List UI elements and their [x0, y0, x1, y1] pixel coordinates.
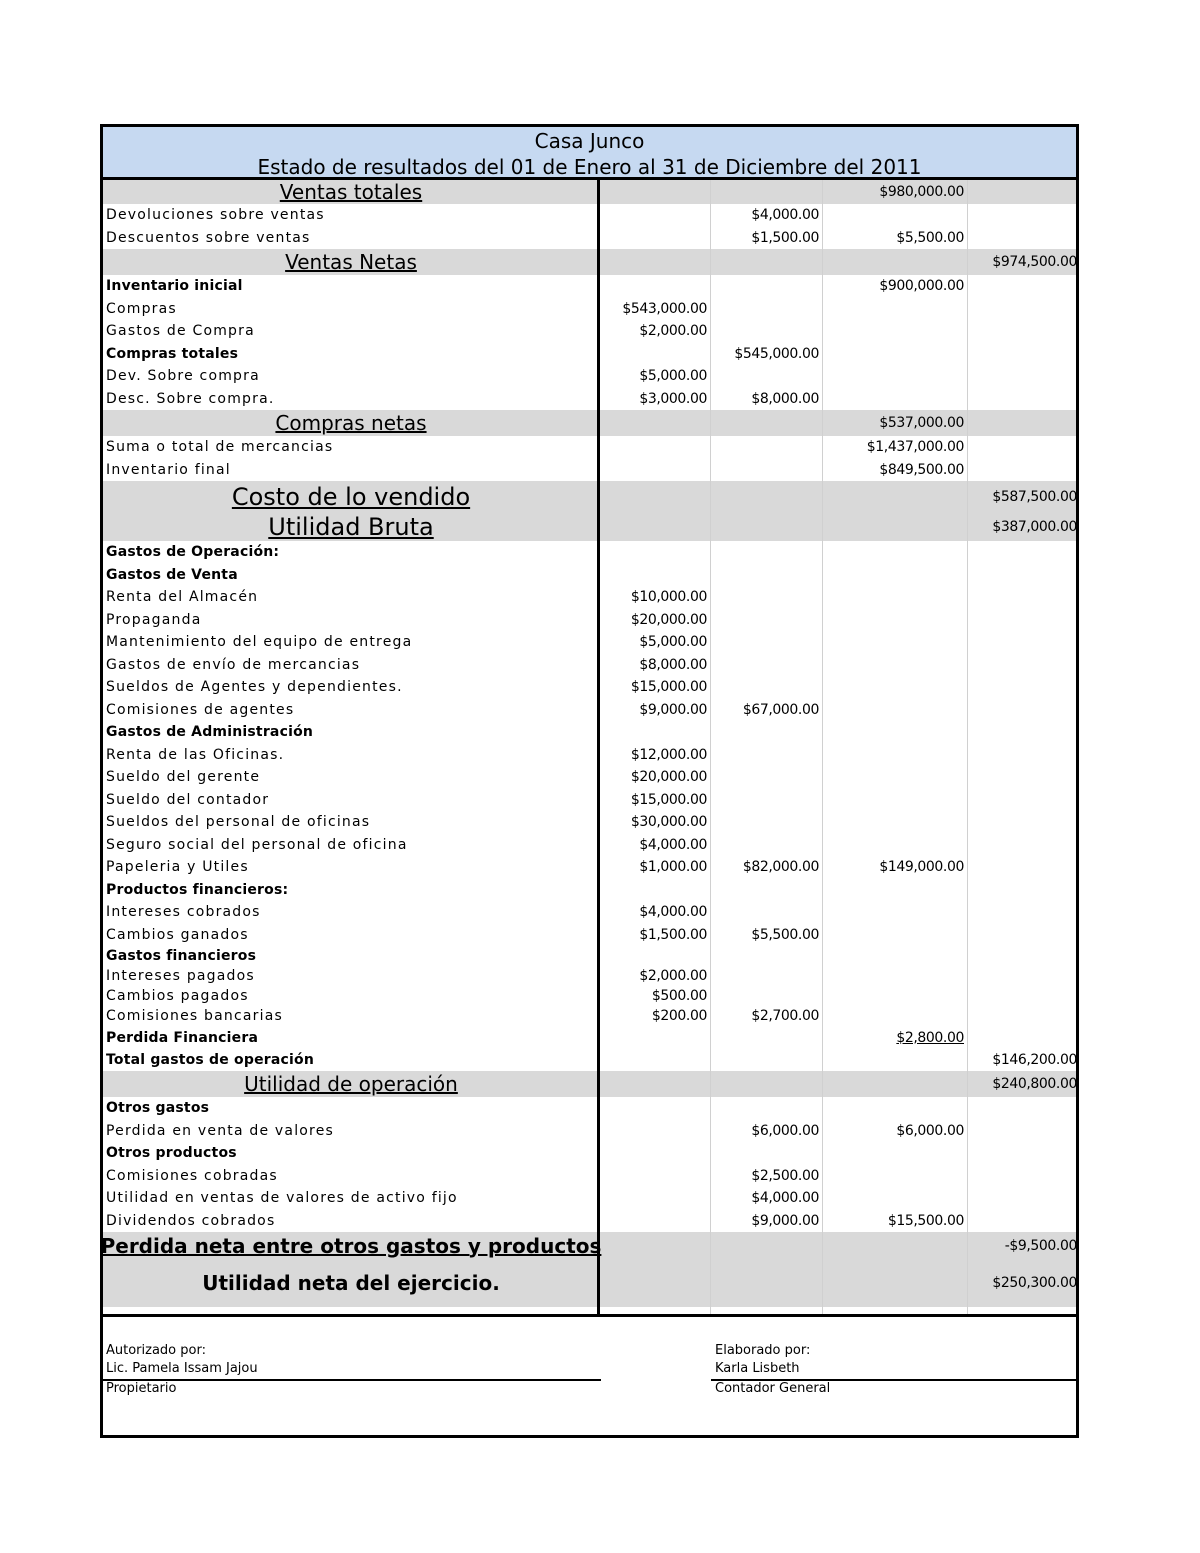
section-title: Ventas totales [279, 180, 423, 204]
amount-c2 [713, 698, 819, 721]
amount-c2 [713, 226, 819, 249]
line-item-label: Intereses cobrados [106, 904, 261, 920]
statement-title: Estado de resultados del 01 de Enero al 31 de Diciembre del 2011 [257, 155, 922, 179]
amount-value: $537,000.00 [879, 415, 964, 431]
line-item-row [103, 436, 1076, 458]
line-item-label: Descuentos sobre ventas [106, 229, 311, 246]
amount-c1 [601, 966, 707, 986]
group-label: Inventario inicial [106, 278, 243, 294]
line-item-label: Gastos de Compra [106, 323, 255, 339]
line-item-row [103, 698, 1076, 721]
amount-c4 [970, 1071, 1077, 1097]
amount-c3 [826, 458, 964, 481]
line-item-label: Cambios pagados [106, 988, 249, 1004]
amount-c1 [601, 608, 707, 631]
group-label: Gastos de Venta [106, 566, 238, 583]
line-item-row [103, 541, 1076, 563]
amount-value: $1,500.00 [751, 229, 819, 246]
statement-body [100, 180, 1077, 1314]
amount-c3 [826, 1119, 964, 1142]
amount-value: $20,000.00 [630, 769, 707, 785]
section-title-row [103, 180, 1076, 204]
amount-c4 [970, 513, 1077, 541]
line-item-row [103, 788, 1076, 811]
prepared-role: Contador General [715, 1381, 831, 1396]
line-item-row [103, 342, 1076, 365]
line-item-label: Perdida en venta de valores [106, 1122, 335, 1139]
amount-c3 [826, 856, 964, 878]
line-item-label: Gastos de envío de mercancias [106, 656, 361, 673]
amount-value: $82,000.00 [742, 859, 819, 875]
line-item-row [103, 1026, 1076, 1049]
amount-c2 [713, 1164, 819, 1187]
line-item-row [103, 320, 1076, 342]
line-item-row [103, 204, 1076, 226]
line-item-label: Propaganda [106, 611, 202, 628]
section-title-row [103, 1259, 1076, 1307]
line-item-label: Dev. Sobre compra [106, 368, 260, 384]
amount-value: $146,200.00 [992, 1052, 1077, 1068]
amount-c3 [826, 410, 964, 436]
amount-value: $8,000.00 [639, 656, 707, 673]
amount-value: $9,000.00 [751, 1212, 819, 1229]
line-item-row [103, 653, 1076, 676]
amount-value: $387,000.00 [992, 519, 1077, 535]
amount-c2 [713, 387, 819, 410]
line-item-row [103, 721, 1076, 743]
line-item-label: Dividendos cobrados [106, 1212, 276, 1229]
section-title: Ventas Netas [285, 250, 417, 274]
amount-c1 [601, 901, 707, 923]
line-item-row [103, 1209, 1076, 1232]
amount-c2 [713, 1119, 819, 1142]
line-item-label: Compras [106, 300, 177, 317]
amount-c1 [601, 833, 707, 856]
line-item-row [103, 856, 1076, 878]
amount-value: $2,500.00 [751, 1167, 819, 1184]
line-item-row [103, 297, 1076, 320]
line-item-label: Cambios ganados [106, 926, 249, 943]
line-item-label: Intereses pagados [106, 968, 255, 984]
amount-c2 [713, 1006, 819, 1026]
amount-c1 [601, 986, 707, 1006]
line-item-row [103, 966, 1076, 986]
amount-c1 [601, 365, 707, 387]
group-label: Compras totales [106, 345, 239, 362]
column-divider [710, 180, 711, 1314]
amount-c3 [826, 275, 964, 297]
line-item-row [103, 226, 1076, 249]
amount-value: $9,000.00 [639, 701, 707, 718]
line-item-row [103, 1097, 1076, 1119]
amount-c1 [601, 387, 707, 410]
amount-c1 [601, 923, 707, 946]
amount-value: $149,000.00 [879, 859, 964, 875]
line-item-row [103, 631, 1076, 653]
amount-c3 [826, 1209, 964, 1232]
amount-c3 [826, 180, 964, 204]
amount-c2 [713, 1209, 819, 1232]
amount-c1 [601, 297, 707, 320]
group-label: Gastos de Administración [106, 724, 314, 740]
line-item-row [103, 878, 1076, 901]
amount-value: $12,000.00 [630, 746, 707, 763]
amount-c4 [970, 249, 1077, 275]
amount-c2 [713, 856, 819, 878]
section-title-row [103, 410, 1076, 436]
amount-value: $10,000.00 [630, 589, 707, 605]
amount-value: $849,500.00 [879, 461, 964, 478]
line-item-row [103, 923, 1076, 946]
line-item-label: Comisiones cobradas [106, 1167, 278, 1184]
line-item-row [103, 1119, 1076, 1142]
amount-value: $5,000.00 [639, 634, 707, 650]
signature-block [103, 1317, 1076, 1435]
line-item-row [103, 676, 1076, 698]
line-item-row [103, 563, 1076, 586]
line-item-row [103, 766, 1076, 788]
column-divider-main [597, 180, 600, 1314]
amount-value: $2,000.00 [639, 968, 707, 984]
amount-c1 [601, 586, 707, 608]
section-title: Costo de lo vendido [231, 483, 471, 511]
amount-value: $15,000.00 [630, 791, 707, 808]
amount-c3 [826, 436, 964, 458]
amount-value: $543,000.00 [622, 300, 707, 317]
line-item-label: Comisiones de agentes [106, 701, 295, 718]
amount-value: $20,000.00 [630, 611, 707, 628]
amount-value: $15,000.00 [630, 679, 707, 695]
line-item-label: Devoluciones sobre ventas [106, 207, 325, 223]
amount-value: $240,800.00 [992, 1076, 1077, 1092]
line-item-row [103, 946, 1076, 966]
line-item-label: Comisiones bancarias [106, 1008, 283, 1024]
line-item-row [103, 901, 1076, 923]
amount-c1 [601, 743, 707, 766]
line-item-row [103, 275, 1076, 297]
column-divider [967, 180, 968, 1314]
line-item-row [103, 743, 1076, 766]
amount-c4 [970, 1049, 1077, 1071]
line-item-row [103, 986, 1076, 1006]
amount-value: $2,800.00 [896, 1029, 964, 1046]
amount-c2 [713, 1187, 819, 1209]
group-label: Otros productos [106, 1145, 237, 1161]
line-item-label: Desc. Sobre compra. [106, 390, 275, 407]
amount-c1 [601, 698, 707, 721]
line-item-label: Mantenimiento del equipo de entrega [106, 634, 413, 650]
amount-c1 [601, 631, 707, 653]
section-title: Utilidad neta del ejercicio. [202, 1271, 500, 1295]
amount-c1 [601, 856, 707, 878]
section-title-row [103, 513, 1076, 541]
section-title: Utilidad Bruta [268, 513, 434, 541]
amount-c3 [826, 226, 964, 249]
line-item-row [103, 1164, 1076, 1187]
section-title-row [103, 249, 1076, 275]
amount-c4 [970, 1232, 1077, 1259]
amount-value: $8,000.00 [751, 390, 819, 407]
amount-c4 [970, 1259, 1077, 1307]
amount-c2 [713, 204, 819, 226]
amount-value: $200.00 [651, 1008, 707, 1024]
amount-value: -$9,500.00 [1004, 1237, 1077, 1254]
amount-c2 [713, 923, 819, 946]
line-item-label: Sueldos del personal de oficinas [106, 814, 371, 830]
amount-value: $1,000.00 [639, 859, 707, 875]
line-item-label: Suma o total de mercancias [106, 439, 334, 455]
line-item-row [103, 365, 1076, 387]
line-item-row [103, 833, 1076, 856]
amount-value: $974,500.00 [992, 254, 1077, 270]
line-item-row [103, 586, 1076, 608]
amount-c1 [601, 320, 707, 342]
amount-c3 [826, 1026, 964, 1049]
amount-value: $2,000.00 [639, 323, 707, 339]
prepared-name: Karla Lisbeth [715, 1361, 800, 1376]
line-item-row [103, 387, 1076, 410]
group-label: Total gastos de operación [106, 1052, 314, 1068]
amount-value: $67,000.00 [742, 701, 819, 718]
line-item-label: Sueldos de Agentes y dependientes. [106, 679, 403, 695]
authorized-signature-line [103, 1379, 601, 1381]
amount-c1 [601, 653, 707, 676]
section-title: Perdida neta entre otros gastos y productos [100, 1233, 602, 1258]
line-item-row [103, 1142, 1076, 1164]
line-item-row [103, 608, 1076, 631]
amount-value: $1,500.00 [639, 926, 707, 943]
amount-c1 [601, 676, 707, 698]
line-item-label: Utilidad en ventas de valores de activo fijo [106, 1190, 458, 1206]
amount-value: $4,000.00 [751, 207, 819, 223]
group-label: Gastos de Operación: [106, 544, 280, 560]
section-title: Utilidad de operación [244, 1072, 458, 1096]
column-divider [822, 180, 823, 1314]
group-label: Otros gastos [106, 1100, 210, 1116]
group-label: Perdida Financiera [106, 1029, 259, 1046]
authorized-role: Propietario [106, 1381, 177, 1396]
amount-value: $545,000.00 [734, 345, 819, 362]
amount-value: $4,000.00 [639, 836, 707, 853]
line-item-label: Sueldo del contador [106, 791, 270, 808]
line-item-label: Seguro social del personal de oficina [106, 836, 408, 853]
income-statement-sheet [100, 124, 1079, 1438]
amount-value: $250,300.00 [992, 1275, 1077, 1291]
amount-value: $4,000.00 [639, 904, 707, 920]
amount-c4 [970, 481, 1077, 513]
amount-value: $5,500.00 [751, 926, 819, 943]
section-title: Compras netas [275, 411, 427, 435]
authorized-name: Lic. Pamela Issam Jajou [106, 1361, 258, 1376]
amount-value: $2,700.00 [751, 1008, 819, 1024]
amount-value: $15,500.00 [887, 1212, 964, 1229]
amount-value: $5,500.00 [896, 229, 964, 246]
line-item-label: Inventario final [106, 461, 231, 478]
prepared-caption: Elaborado por: [715, 1343, 811, 1358]
amount-c2 [713, 342, 819, 365]
line-item-row [103, 811, 1076, 833]
authorized-caption: Autorizado por: [106, 1343, 206, 1358]
amount-c1 [601, 788, 707, 811]
amount-value: $500.00 [651, 988, 707, 1004]
amount-value: $587,500.00 [992, 489, 1077, 505]
section-title-row [103, 1071, 1076, 1097]
statement-header [103, 124, 1076, 180]
amount-value: $5,000.00 [639, 368, 707, 384]
amount-c1 [601, 1006, 707, 1026]
line-item-row [103, 458, 1076, 481]
amount-value: $900,000.00 [879, 278, 964, 294]
section-title-row [103, 481, 1076, 513]
amount-c1 [601, 811, 707, 833]
amount-value: $6,000.00 [896, 1122, 964, 1139]
line-item-label: Renta de las Oficinas. [106, 746, 285, 763]
line-item-label: Renta del Almacén [106, 589, 259, 605]
amount-c1 [601, 766, 707, 788]
amount-value: $30,000.00 [630, 814, 707, 830]
line-item-row [103, 1006, 1076, 1026]
amount-value: $6,000.00 [751, 1122, 819, 1139]
line-item-row [103, 1049, 1076, 1071]
amount-value: $1,437,000.00 [866, 439, 964, 455]
line-item-row [103, 1187, 1076, 1209]
amount-value: $4,000.00 [751, 1190, 819, 1206]
line-item-label: Sueldo del gerente [106, 769, 261, 785]
line-item-label: Papeleria y Utiles [106, 859, 249, 875]
amount-value: $3,000.00 [639, 390, 707, 407]
company-name: Casa Junco [534, 129, 645, 153]
group-label: Productos financieros: [106, 881, 289, 898]
section-title-row [100, 1232, 1077, 1259]
group-label: Gastos financieros [106, 948, 257, 964]
amount-value: $980,000.00 [879, 184, 964, 200]
